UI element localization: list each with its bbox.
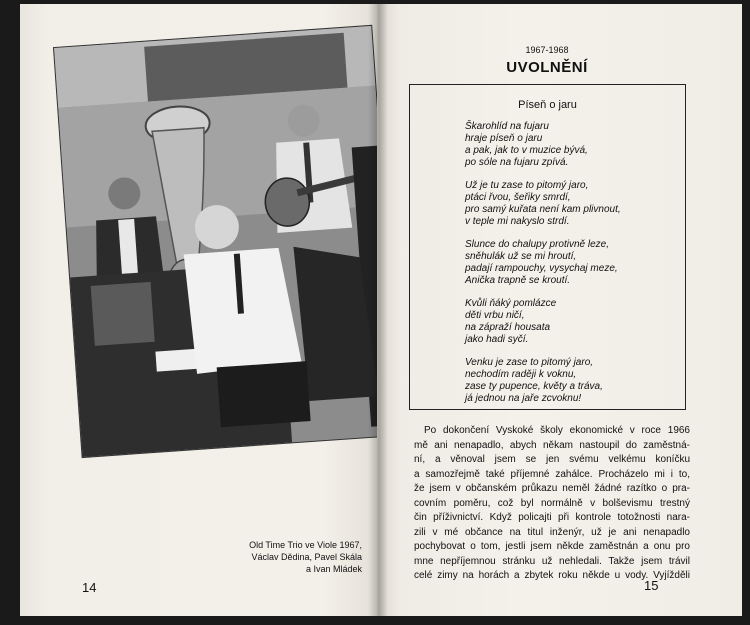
poem-line: a pak, jak to v muzice bývá,: [465, 145, 588, 156]
stanza: [465, 180, 621, 228]
poem-line: Slunce do chalupy protivně leze,: [465, 239, 609, 250]
stanza: [465, 239, 621, 287]
poem-line: Už je tu zase to pitomý jaro,: [465, 180, 589, 191]
caption-line: Old Time Trio ve Viole 1967,: [249, 540, 362, 550]
stanza: [465, 357, 621, 405]
prose-line: pochybovat o tom, jestli jsem někde zaměstnán a onu pro: [414, 541, 690, 552]
left-page: [20, 4, 377, 616]
prose-line: mne nepříjemnou stránku už nehledali. Takže jsem trávil: [414, 555, 690, 567]
poem-line: Venku je zase to pitomý jaro,: [465, 357, 594, 368]
prose-line: Po dokončení Vyskoké školy ekonomické v roce 1966: [424, 425, 690, 436]
poem-line: na zápraží housata: [465, 322, 551, 333]
poem-title: Píseň o jaru: [518, 99, 577, 111]
caption-line: Václav Dědina, Pavel Skála: [251, 552, 362, 562]
prose-line: a samozřejmě také příjemné zahálce. Procházelo mi i to,: [414, 468, 690, 480]
poem-line: zase ty pupence, květy a tráva,: [465, 381, 603, 392]
poem-line: padají rampouchy, vysychaj meze,: [465, 263, 618, 274]
caption-line: a Ivan Mládek: [305, 564, 362, 574]
poem-line: Škarohlíd na fujaru: [465, 121, 549, 132]
prose-line: covním poměru, což byl normálně v bolševismu trestný: [414, 497, 690, 509]
poem-line: po sóle na fujaru zpívá.: [465, 157, 569, 168]
poem-line: Kvůli ňáký pomlázce: [465, 298, 557, 309]
poem-line: děti vrbu ničí,: [465, 310, 525, 321]
poem-line: nechodím raději k voknu,: [465, 369, 577, 380]
poem-box: [409, 84, 686, 410]
prose-line: ní, a věnoval jsem se jen svému velkému koníčku: [414, 454, 690, 465]
page-number-right: 15: [644, 578, 659, 593]
page-number-left: 14: [82, 580, 97, 595]
right-page: [377, 4, 742, 616]
poem-line: v teple mi nakyslo strdí.: [465, 216, 570, 227]
prose-line: čin příživnictví. Když policajti při kontrole totožnosti nara-: [414, 512, 690, 523]
band-photo: [54, 26, 400, 457]
chapter-title: UVOLNĚNÍ: [506, 59, 588, 76]
stanza: [465, 121, 621, 169]
photo-caption: [220, 539, 362, 575]
chapter-years: 1967-1968: [525, 45, 569, 55]
poem-line: sněhulák už se mi hroutí,: [465, 251, 577, 262]
poem-line: pro samý kuřata není kam plivnout,: [465, 204, 621, 215]
prose-line: mě ani nenapadlo, abych někam nastoupil do zaměstná-: [414, 439, 690, 451]
poem-line: jako hadi syčí.: [465, 334, 529, 345]
poem-line: hraje píseň o jaru: [465, 133, 543, 144]
stanza: [465, 298, 621, 346]
poem-stanzas: [465, 121, 621, 416]
poem-line: ptáci řvou, šeřiky smrdí,: [465, 192, 571, 203]
open-book: [20, 4, 742, 616]
prose-line: zili v mé občance na titul inženýr, už je ani nenapadlo: [414, 526, 690, 538]
prose-line: celé zimy na horách a zbytek roku někde u vody. Vyjížděli: [414, 570, 690, 581]
prose-line: že jsem v občanském průkazu neměl žádné razítko o pra-: [414, 483, 690, 494]
body-text: [414, 424, 690, 584]
poem-line: Anička trapně se kroutí.: [465, 275, 571, 286]
poem-line: já jednou na jaře zcvoknu!: [465, 393, 582, 404]
